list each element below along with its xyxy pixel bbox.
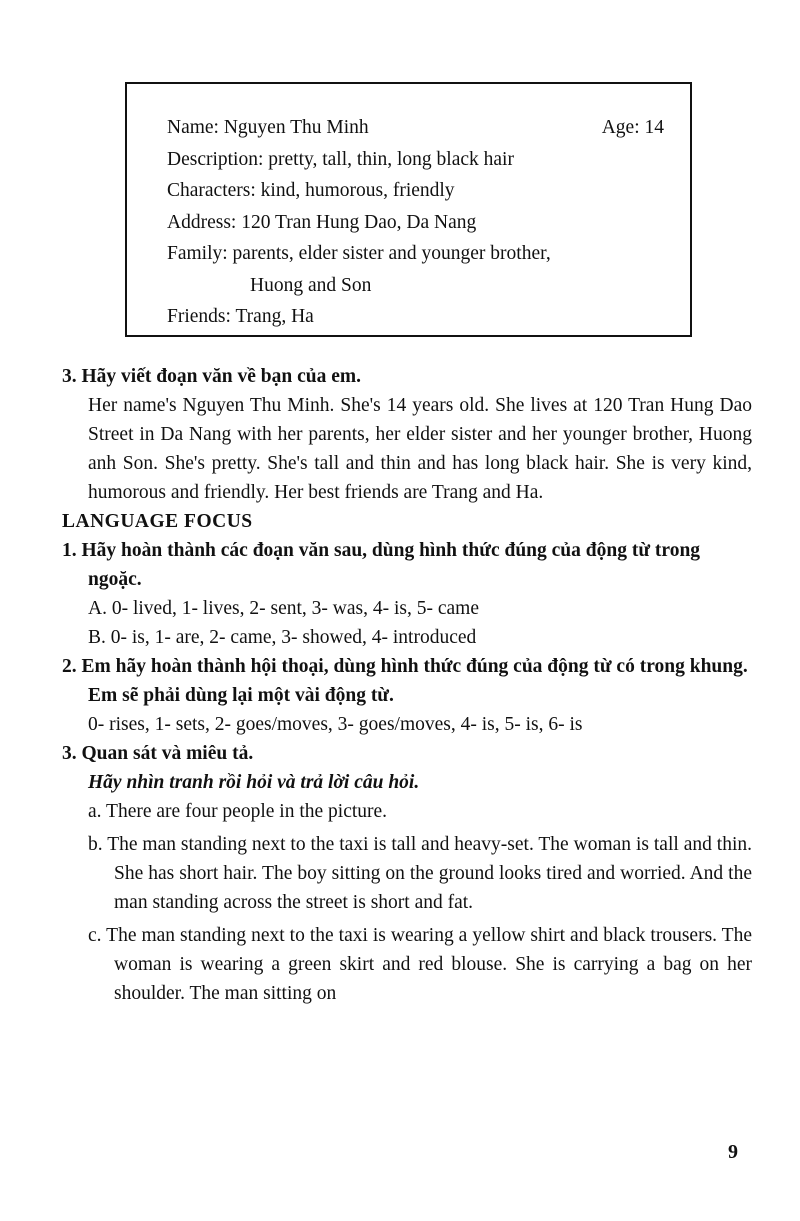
profile-family-line1: Family: parents, elder sister and younger brother, bbox=[167, 243, 551, 264]
ex3-subheading: Hãy nhìn tranh rồi hỏi và trả lời câu hỏi. bbox=[88, 772, 420, 793]
ex2-answers: 0- rises, 1- sets, 2- goes/moves, 3- goes/moves, 4- is, 5- is, 6- is bbox=[88, 714, 583, 735]
ex1-answer-b: B. 0- is, 1- are, 2- came, 3- showed, 4- introduced bbox=[88, 627, 477, 648]
profile-name-row bbox=[167, 112, 664, 144]
ex3-answer-a: a. There are four people in the picture. bbox=[88, 801, 388, 822]
profile-box bbox=[125, 82, 692, 337]
profile-age: Age: 14 bbox=[601, 117, 664, 138]
profile-description: Description: pretty, tall, thin, long black hair bbox=[167, 148, 514, 170]
ex1-heading: 1. Hãy hoàn thành các đoạn văn sau, dùng hình thức đúng của động từ trong ngoặc. bbox=[62, 540, 701, 590]
main-content bbox=[62, 362, 752, 1008]
ex1-answer-a: A. 0- lived, 1- lives, 2- sent, 3- was, 4- is, 5- came bbox=[88, 598, 479, 619]
ex2-heading: 2. Em hãy hoàn thành hội thoại, dùng hình thức đúng của động từ có trong khung. Em sẽ phải dùng lại một vài động từ. bbox=[62, 656, 748, 706]
language-focus-title: LANGUAGE FOCUS bbox=[62, 511, 253, 532]
ex3-answer-b: b. The man standing next to the taxi is tall and heavy-set. The woman is tall and thin. She has short hair. The boy sitting on the ground looks tired and worried. And the man standing across the street is short and fat. bbox=[88, 834, 752, 913]
profile-characters: Characters: kind, humorous, friendly bbox=[167, 180, 455, 201]
section3-paragraph: Her name's Nguyen Thu Minh. She's 14 years old. She lives at 120 Tran Hung Dao Street in Da Nang with her parents, her elder sister and her younger brother, Huong anh Son. She's pretty. She's tall and thin and has long black hair. She is very kind, humorous and friendly. Her best friends are Trang and Ha. bbox=[88, 395, 752, 503]
profile-family-line2: Huong and Son bbox=[250, 274, 372, 296]
profile-address: Address: 120 Tran Hung Dao, Da Nang bbox=[167, 211, 477, 233]
page-number: 9 bbox=[728, 1141, 738, 1163]
ex3-heading: 3. Quan sát và miêu tả. bbox=[62, 743, 254, 764]
profile-name: Name: Nguyen Thu Minh bbox=[167, 117, 369, 138]
profile-friends: Friends: Trang, Ha bbox=[167, 306, 314, 327]
section3-heading: 3. Hãy viết đoạn văn về bạn của em. bbox=[62, 366, 362, 387]
ex3-answer-c: c. The man standing next to the taxi is wearing a yellow shirt and black trousers. The woman is wearing a green skirt and red blouse. She is carrying a bag on her shoulder. The man sitting on bbox=[88, 925, 752, 1004]
